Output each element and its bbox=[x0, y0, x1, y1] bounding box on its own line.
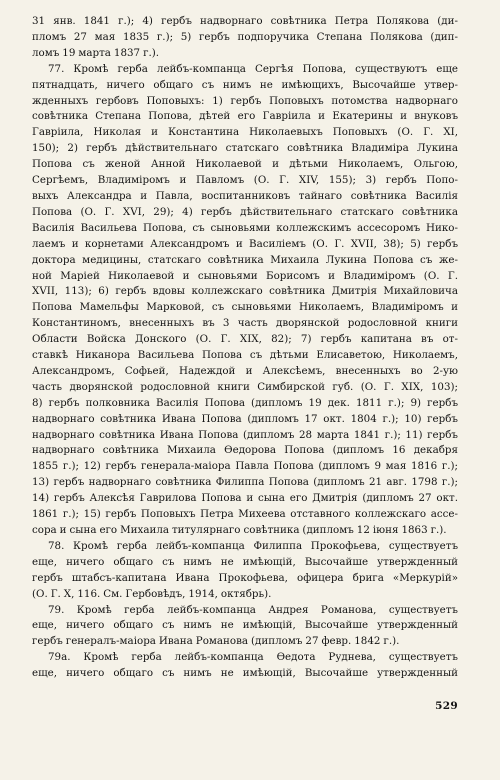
text-line: Сергѣемъ, Владиміромъ и Павломъ (О. Г. XIV, 155); 3) гербъ Попо- bbox=[32, 174, 458, 187]
text-line: Попова Мамельфы Марковой, съ сыновьями Николаемъ, Владиміромъ и bbox=[32, 301, 458, 314]
text-line: еще, ничего общаго съ нимъ не имѣющій, Высочайше утвержденный bbox=[32, 619, 458, 632]
page-body-text bbox=[32, 14, 458, 682]
text-line: надворнаго совѣтника Михаила Ѳедорова Попова (дипломъ 16 декабря bbox=[32, 444, 458, 457]
text-line: жденныхъ гербовъ Поповыхъ: 1) гербъ Поповыхъ потомства надворнаго bbox=[32, 94, 458, 107]
text-line: пломъ 27 мая 1835 г.); 5) гербъ подпоручика Степана Полякова (дип- bbox=[32, 30, 458, 43]
text-line: 1861 г.); 15) гербъ Поповыхъ Петра Михеева отставного коллежскаго ассе- bbox=[32, 508, 458, 521]
text-line: 79. Кромѣ герба лейбъ-компанца Андрея Романова, существуетъ bbox=[48, 603, 458, 616]
text-line: 79а. Кромѣ герба лейбъ-компанца Ѳедота Руднева, существуетъ bbox=[48, 651, 458, 664]
page-number: 529 bbox=[435, 700, 458, 712]
text-line: 150); 2) гербъ дѣйствительнаго статскаго совѣтника Владиміра Лукина bbox=[32, 142, 458, 155]
text-line: еще, ничего общаго съ нимъ не имѣющій, Высочайше утвержденный bbox=[32, 555, 458, 568]
text-line: 13) гербъ надворнаго совѣтника Филиппа Попова (дипломъ 21 авг. 1798 г.); bbox=[32, 476, 458, 489]
text-line: Александромъ, Софьей, Надеждой и Алексѣемъ, внесенныхъ во 2-ую bbox=[32, 364, 458, 377]
text-line: 8) гербъ полковника Василія Попова (дипломъ 19 дек. 1811 г.); 9) гербъ bbox=[32, 396, 458, 409]
text-line: лаемъ и корнетами Александромъ и Василіемъ (О. Г. XVII, 38); 5) гербъ bbox=[32, 237, 458, 250]
text-line: (О. Г. X, 116. См. Гербовѣдъ, 1914, октябрь). bbox=[32, 587, 272, 600]
text-line: гербъ штабсъ-капитана Ивана Прокофьева, офицера брига «Меркурій» bbox=[32, 571, 458, 584]
text-line: ломъ 19 марта 1837 г.). bbox=[32, 46, 160, 59]
text-line: Василія Васильева Попова, съ сыновьями коллежскимъ ассесоромъ Нико- bbox=[32, 221, 458, 234]
text-line: совѣтника Степана Попова, дѣтей его Гавріила и Екатерины и внуковъ bbox=[32, 110, 458, 123]
text-line: сора и сына его Михаила титулярнаго совѣтника (дипломъ 12 іюня 1863 г.). bbox=[32, 524, 447, 536]
text-line: 31 янв. 1841 г.); 4) гербъ надворнаго совѣтника Петра Полякова (ди- bbox=[32, 15, 458, 27]
text-line: Области Войска Донского (О. Г. XIX, 82); 7) гербъ капитана въ от- bbox=[32, 333, 458, 346]
text-line: XVII, 113); 6) гербъ вдовы коллежскаго совѣтника Дмитрія Михайловича bbox=[32, 285, 458, 298]
text-line: Попова (О. Г. XVI, 29); 4) гербъ дѣйствительнаго статскаго совѣтника bbox=[32, 205, 458, 218]
text-line: доктора медицины, статскаго совѣтника Михаила Лукина Попова съ же- bbox=[32, 253, 458, 266]
text-line: Попова съ женой Анной Николаевой и дѣтьми Николаемъ, Ольгою, bbox=[32, 158, 458, 171]
text-line: гербъ генералъ-маіора Ивана Романова (дипломъ 27 февр. 1842 г.). bbox=[32, 635, 400, 648]
text-line: выхъ Александра и Павла, воспитанниковъ тайнаго совѣтника Василія bbox=[32, 189, 458, 202]
text-line: Гавріила, Николая и Константина Николаевыхъ Поповыхъ (О. Г. XI, bbox=[32, 126, 458, 139]
text-line: надворнаго совѣтника Ивана Попова (дипломъ 17 окт. 1804 г.); 10) гербъ bbox=[32, 412, 458, 425]
text-line: ставкѣ Никанора Васильева Попова съ дѣтьми Елисаветою, Николаемъ, bbox=[32, 349, 458, 362]
text-line: ной Маріей Николаевой и сыновьями Борисомъ и Владиміромъ (О. Г. bbox=[32, 269, 458, 282]
text-line: пятнадцать, ничего общаго съ нимъ не имѣющихъ, Высочайше утвер- bbox=[32, 78, 458, 91]
text-line: 1855 г.); 12) гербъ генерала-маіора Павла Попова (дипломъ 9 мая 1816 г.); bbox=[32, 460, 458, 473]
text-line: 78. Кромѣ герба лейбъ-компанца Филиппа Прокофьева, существуетъ bbox=[48, 539, 458, 552]
text-line: 14) гербъ Алексѣя Гаврилова Попова и сына его Дмитрія (дипломъ 27 окт. bbox=[32, 492, 458, 505]
text-line: 77. Кромѣ герба лейбъ-компанца Сергѣя Попова, существуютъ еще bbox=[48, 62, 458, 75]
text-line: еще, ничего общаго съ нимъ не имѣющій, Высочайше утвержденный bbox=[32, 667, 458, 680]
text-line: надворнаго совѣтника Ивана Попова (дипломъ 28 марта 1841 г.); 11) гербъ bbox=[32, 428, 458, 441]
text-line: часть дворянской родословной книги Симбирской губ. (О. Г. XIX, 103); bbox=[32, 380, 458, 393]
text-line: Константиномъ, внесенныхъ въ 3 часть дворянской родословной книги bbox=[32, 317, 458, 330]
